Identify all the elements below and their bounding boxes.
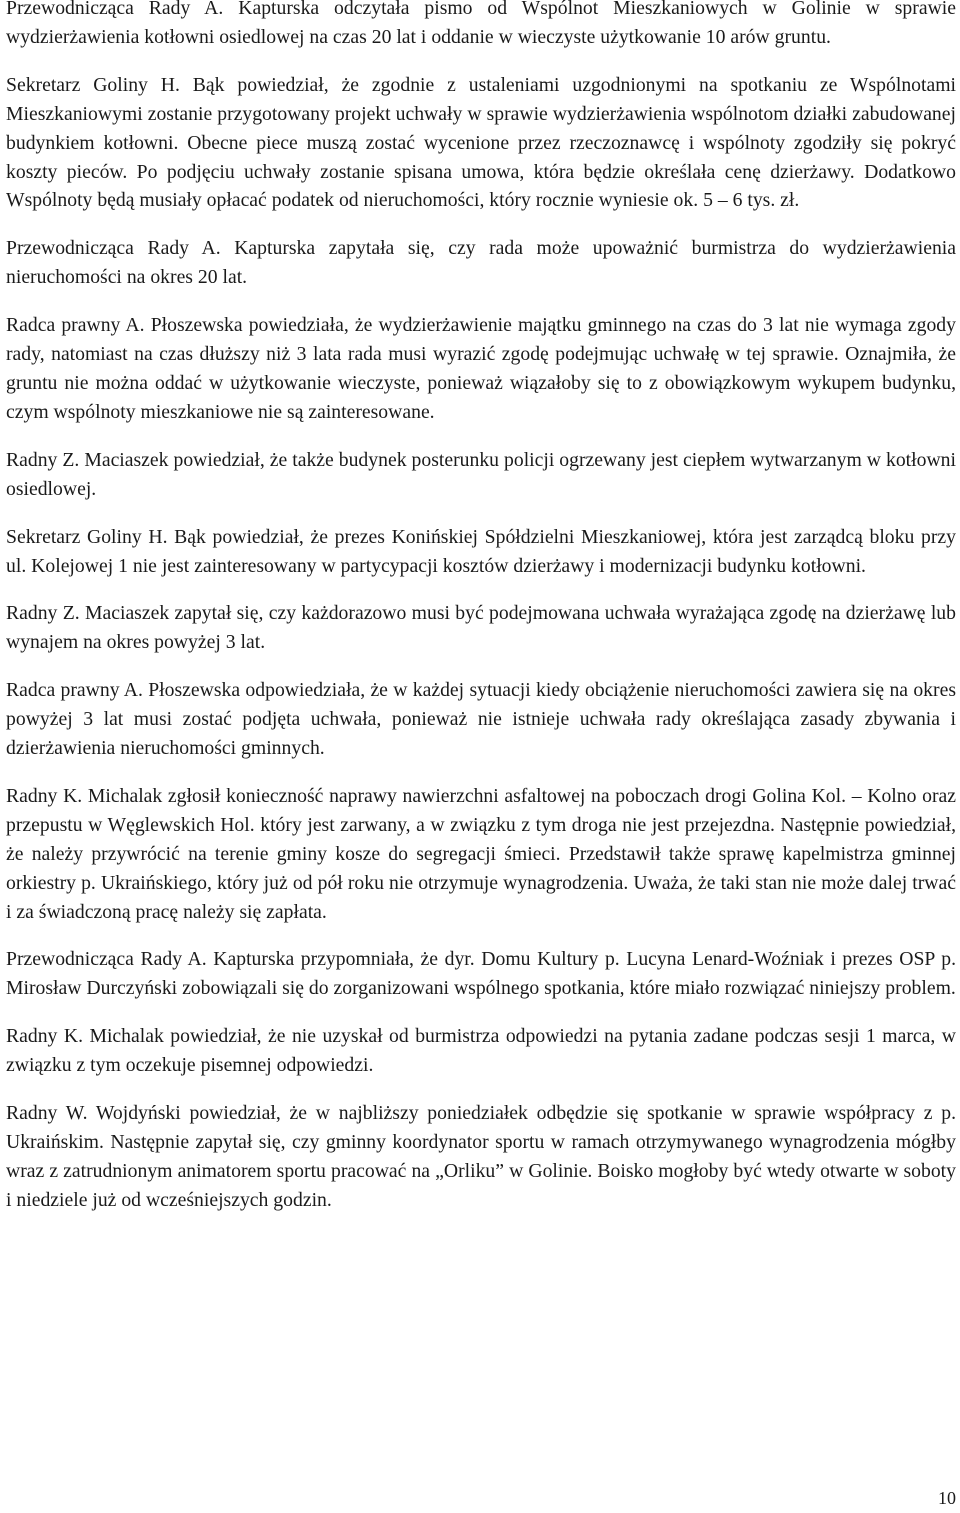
paragraph-michalak-road: Radny K. Michalak zgłosił konieczność naprawy nawierzchni asfaltowej na poboczach drogi Golina Kol. – Kolno oraz przepustu w Węglewskich Hol. który jest zarwany, a w związku z tym droga nie jest przejezdna. Następnie powiedział, że należy przywrócić na terenie gminy kosze do segregacji śmieci. Przedstawił także sprawę kapelmistrza gminnej orkiestry p. Ukraińskiego, który już od pół roku nie otrzymuje wynagrodzenia. Uważa, że taki stan nie może dalej trwać i za świadczoną pracę należy się zapłata. (6, 784, 956, 923)
paragraph-kapturska-letter: Przewodnicząca Rady A. Kapturska odczytała pismo od Wspólnot Mieszkaniowych w Golinie w sprawie wydzierżawienia kotłowni osiedlowej na czas 20 lat i oddanie w wieczyste użytkowanie 10 arów gruntu. (6, 0, 956, 48)
paragraph-wojdynski-sport: Radny W. Wojdyński powiedział, że w najbliższy poniedziałek odbędzie się spotkanie w sprawie współpracy z p. Ukraińskim. Następnie zapytał się, czy gminny koordynator sportu w ramach otrzymywanego wynagrodzenia mógłby wraz z zatrudnionym animatorem sportu pracować na „Orliku” w Golinie. Boisko mogłoby być wtedy otwarte w soboty i niedziele już od wcześniejszych godzin. (6, 1102, 956, 1211)
paragraph-bak-cooperative: Sekretarz Goliny H. Bąk powiedział, że prezes Konińskiej Spółdzielni Mieszkaniowej, która jest zarządcą bloku przy ul. Kolejowej 1 nie jest zainteresowany w partycypacji kosztów dzierżawy i modernizacji budynku kotłowni. (6, 525, 956, 577)
paragraph-maciaszek-question: Radny Z. Maciaszek zapytał się, czy każdorazowo musi być podejmowana uchwała wyrażająca zgodę na dzierżawę lub wynajem na okres powyżej 3 lat. (6, 602, 956, 654)
paragraph-ploszewska-answer: Radca prawny A. Płoszewska powiedziała, że wydzierżawienie majątku gminnego na czas do 3 lat nie wymaga zgody rady, natomiast na czas dłuższy niż 3 lata rada musi wyrazić zgodę podejmując uchwałę w tej sprawie. Oznajmiła, że gruntu nie można oddać w użytkowanie wieczyste, ponieważ wiązałoby się to z obowiązkowym wykupem budynku, czym wspólnoty mieszkaniowe nie są zainteresowane. (6, 314, 956, 423)
paragraph-kapturska-question: Przewodnicząca Rady A. Kapturska zapytała się, czy rada może upoważnić burmistrza do wydzierżawienia nieruchomości na okres 20 lat. (6, 237, 956, 289)
paragraph-kapturska-reminder: Przewodnicząca Rady A. Kapturska przypomniała, że dyr. Domu Kultury p. Lucyna Lenard-Woźniak i prezes OSP p. Mirosław Durczyński zobowiązali się do zorganizowani wspólnego spotkania, które miało rozwiązać niniejszy problem. (6, 948, 956, 1000)
paragraph-michalak-answers: Radny K. Michalak powiedział, że nie uzyskał od burmistrza odpowiedzi na pytania zadane podczas sesji 1 marca, w związku z tym oczekuje pisemnej odpowiedzi. (6, 1025, 956, 1077)
paragraph-bak-lease: Sekretarz Goliny H. Bąk powiedział, że zgodnie z ustaleniami uzgodnionymi na spotkaniu ze Wspólnotami Mieszkaniowymi zostanie przygotowany projekt uchwały w sprawie wydzierżawienia wspólnotom działki zabudowanej budynkiem kotłowni. Obecne piece muszą zostać wycenione przez rzeczoznawcę i wspólnoty zgodziły się pokryć koszty pieców. Po podjęciu uchwały zostanie spisana umowa, która będzie określała cenę dzierżawy. Dodatkowo Wspólnoty będą musiały opłacać podatek od nieruchomości, który rocznie wyniesie ok. 5 – 6 tys. zł. (6, 73, 956, 212)
paragraph-ploszewska-response: Radca prawny A. Płoszewska odpowiedziała, że w każdej sytuacji kiedy obciążenie nieruchomości zawiera się na okres powyżej 3 lat musi zostać podjęta uchwała, ponieważ nie istnieje uchwała rady określająca zasady zbywania i dzierżawienia nieruchomości gminnych. (6, 679, 956, 760)
page-number: 10 (938, 1488, 956, 1508)
paragraph-maciaszek-police: Radny Z. Maciaszek powiedział, że także budynek posterunku policji ogrzewany jest ciepłem wytwarzanym w kotłowni osiedlowej. (6, 448, 956, 500)
